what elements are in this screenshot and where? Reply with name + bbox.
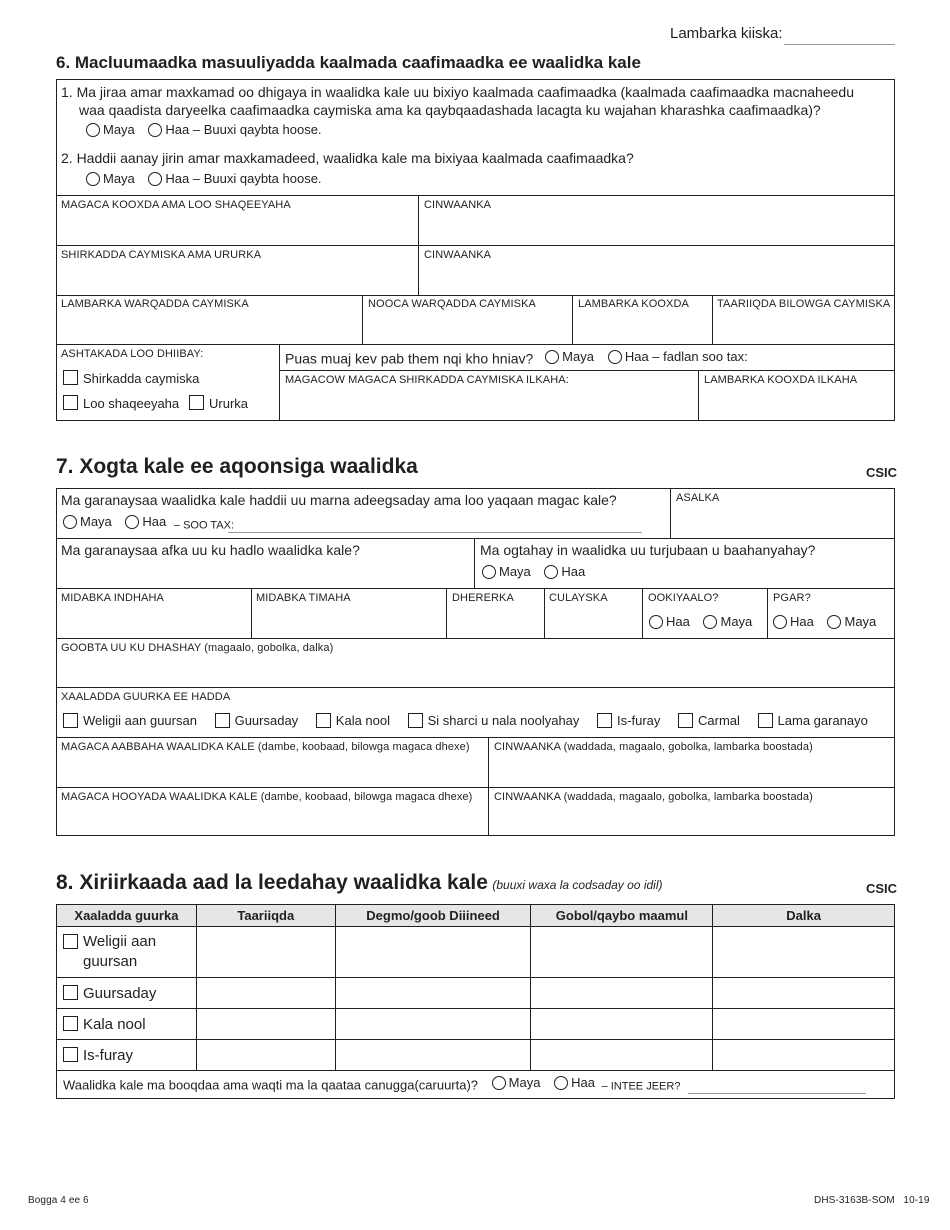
glasses-options [649, 614, 762, 632]
radio-icon [703, 615, 717, 629]
group-address-label: CINWAANKA [424, 199, 492, 211]
checkbox-icon [63, 713, 78, 728]
policy-type-label: NOOCA WARQADDA CAYMISKA [368, 298, 536, 310]
col-header: Dalka [713, 905, 895, 927]
origin-label: ASALKA [676, 492, 720, 504]
state-cell[interactable] [531, 927, 713, 978]
interpreter-options [482, 564, 595, 582]
table-header-row [57, 905, 895, 927]
q2-option-haa[interactable]: Haa – Buuxi qaybta hoose. [148, 171, 321, 186]
language-question: Ma garanaysaa afka uu ku hadlo waalidka kale? [61, 542, 360, 558]
marital-option[interactable]: Guursaday [215, 713, 299, 728]
checkbox-icon [63, 395, 78, 410]
q1-text: 1. Ma jiraa amar maxkamad oo dhigaya in waalidka kale uu bixiyo kaalmada caafimaadka (kaalmada caafimaadka macnaheedu [61, 84, 854, 100]
table-row [57, 1040, 895, 1071]
beard-option-haa[interactable]: Haa [773, 614, 814, 629]
visit-question: Waalidka kale ma booqdaa ama waqti ma la qaataa canugga(caruurta)? [63, 1077, 479, 1093]
alias-option-maya[interactable]: Maya [63, 514, 112, 529]
q1-option-maya[interactable]: Maya [86, 122, 135, 137]
checkbox-icon [316, 713, 331, 728]
checkbox-icon [63, 370, 78, 385]
date-cell[interactable] [196, 1040, 335, 1071]
dental-insurer-label: MAGACOW MAGACA SHIRKADDA CAYMISKA ILKAHA: [285, 374, 569, 386]
checkbox-icon [758, 713, 773, 728]
dental-option-haa[interactable]: Haa – fadlan soo tax: [608, 349, 748, 364]
visit-option-maya[interactable]: Maya [492, 1075, 541, 1090]
alias-options: Maya Haa – SOO TAX: [63, 514, 234, 532]
col-header: Xaaladda guurka [57, 905, 197, 927]
alias-input[interactable] [228, 532, 642, 533]
beard-options [773, 614, 886, 632]
start-date-label: TAARIIQDA BILOWGA CAYMISKA [717, 298, 891, 310]
state-cell[interactable] [531, 1040, 713, 1071]
birthplace-label: GOOBTA UU KU DHASHAY (magaalo, gobolka, dalka) [61, 642, 334, 654]
checkbox-icon [63, 985, 78, 1000]
mother-name-label: MAGACA HOOYADA WAALIDKA KALE (dambe, koobaad, bilowga magaca dhexe) [61, 791, 473, 803]
card-opt-employer[interactable]: Loo shaqeeyaha [63, 395, 179, 411]
radio-icon [482, 565, 496, 579]
group-number-label: LAMBARKA KOOXDA [578, 298, 689, 310]
checkbox-icon [408, 713, 423, 728]
radio-icon [827, 615, 841, 629]
checkbox-icon [189, 395, 204, 410]
country-cell[interactable] [713, 1040, 895, 1071]
form-id: DHS-3163B-SOM 10-19 [814, 1195, 930, 1206]
insurer-label: SHIRKADDA CAYMISKA AMA URURKA [61, 249, 262, 261]
country-cell[interactable] [713, 927, 895, 978]
section8-subtitle: (buuxi waxa la codsaday oo idil) [492, 878, 663, 892]
status-cell[interactable]: Kala nool [57, 1009, 197, 1040]
state-cell[interactable] [531, 978, 713, 1009]
mother-address-label: CINWAANKA (waddada, magaalo, gobolka, lambarka boostada) [494, 791, 813, 803]
case-number-input[interactable] [784, 44, 895, 45]
eye-color-label: MIDABKA INDHAHA [61, 592, 164, 604]
q2-option-maya[interactable]: Maya [86, 171, 135, 186]
card-opt-insurer[interactable]: Shirkadda caymiska [63, 370, 199, 386]
section6-title: 6. Macluumaadka masuuliyadda kaalmada caafimaadka ee waalidka kale [56, 53, 641, 72]
checkbox-icon [63, 934, 78, 949]
col-header: Gobol/qaybo maamul [531, 905, 713, 927]
county-cell[interactable] [335, 927, 531, 978]
checkbox-icon [63, 1016, 78, 1031]
radio-icon [125, 515, 139, 529]
hair-color-label: MIDABKA TIMAHA [256, 592, 351, 604]
visit-frequency-input[interactable] [688, 1093, 866, 1094]
radio-icon [63, 515, 77, 529]
weight-label: CULAYSKA [549, 592, 608, 604]
glasses-option-maya[interactable]: Maya [703, 614, 752, 629]
county-cell[interactable] [335, 1009, 531, 1040]
q1-options [86, 122, 332, 140]
interpreter-option-haa[interactable]: Haa [544, 564, 585, 579]
table-row [57, 978, 895, 1009]
checkbox-icon [678, 713, 693, 728]
section8-csic: CSIC [866, 881, 898, 896]
group-name-label: MAGACA KOOXDA AMA LOO SHAQEEYAHA [61, 199, 291, 211]
visit-question-cell: Waalidka kale ma booqdaa ama waqti ma la qaataa canugga(caruurta)? Maya Haa – INTEE JEER? [57, 1071, 895, 1099]
status-cell[interactable]: Is-furay [57, 1040, 197, 1071]
marital-option[interactable]: Kala nool [316, 713, 390, 728]
dental-option-maya[interactable]: Maya [545, 349, 594, 364]
visit-option-haa[interactable]: Haa [554, 1075, 595, 1090]
date-cell[interactable] [196, 978, 335, 1009]
marital-option[interactable]: Lama garanayo [758, 713, 868, 728]
radio-icon [492, 1076, 506, 1090]
radio-icon [86, 123, 100, 137]
radio-icon [554, 1076, 568, 1090]
section8-heading [56, 871, 662, 895]
radio-icon [544, 565, 558, 579]
height-label: DHERERKA [452, 592, 514, 604]
state-cell[interactable] [531, 1009, 713, 1040]
radio-icon [148, 172, 162, 186]
marital-option[interactable]: Is-furay [597, 713, 660, 728]
visit-row [57, 1071, 895, 1099]
date-cell[interactable] [196, 927, 335, 978]
table-row [57, 1009, 895, 1040]
country-cell[interactable] [713, 978, 895, 1009]
card-opt-union[interactable]: Ururka [189, 395, 248, 411]
checkbox-icon [63, 1047, 78, 1062]
alias-option-haa[interactable]: Haa [125, 514, 166, 529]
q2-options [86, 171, 332, 189]
table-row [57, 927, 895, 978]
beard-option-maya[interactable]: Maya [827, 614, 876, 629]
checkbox-icon [215, 713, 230, 728]
date-cell[interactable] [196, 1009, 335, 1040]
alias-question: Ma garanaysaa waalidka kale haddii uu marna adeegsaday ama loo yaqaan magac kale? [61, 492, 617, 508]
interpreter-question: Ma ogtahay in waalidka uu turjubaan u baahanyahay? [480, 542, 816, 558]
page-number: Bogga 4 ee 6 [28, 1195, 89, 1206]
country-cell[interactable] [713, 1009, 895, 1040]
marital-option[interactable]: Weligii aan guursan [63, 713, 197, 728]
father-address-label: CINWAANKA (waddada, magaalo, gobolka, lambarka boostada) [494, 741, 813, 753]
interpreter-option-maya[interactable]: Maya [482, 564, 531, 579]
radio-icon [545, 350, 559, 364]
glasses-label: OOKIYAALO? [648, 592, 719, 604]
checkbox-icon [597, 713, 612, 728]
section8-title: 8. Xiriirkaada aad la leedahay waalidka kale [56, 871, 488, 894]
radio-icon [773, 615, 787, 629]
marital-options [63, 713, 878, 731]
case-number-label: Lambarka kiiska: [670, 25, 783, 42]
section7-title: 7. Xogta kale ee aqoonsiga waalidka [56, 455, 418, 478]
q1-option-haa[interactable]: Haa – Buuxi qaybta hoose. [148, 122, 321, 137]
card-holder-label: ASHTAKADA LOO DHIIBAY: [61, 348, 204, 360]
radio-icon [649, 615, 663, 629]
q1-text-cont: waa qaadista daryeelka caafimaadka caymiska ama ka qaybqaadashada lacagta ku wajahan kharashka caafimaadka)? [79, 102, 821, 118]
radio-icon [148, 123, 162, 137]
q2-text: 2. Haddii aanay jirin amar maxkamadeed, waalidka kale ma bixiyaa kaalmada caafimaadka? [61, 150, 634, 166]
father-name-label: MAGACA AABBAHA WAALIDKA KALE (dambe, koobaad, bilowga magaca dhexe) [61, 741, 470, 753]
marital-option[interactable]: Si sharci u nala noolyahay [408, 713, 580, 728]
glasses-option-haa[interactable]: Haa [649, 614, 690, 629]
marriage-table [56, 904, 895, 1099]
section7-box [56, 488, 895, 836]
col-header: Degmo/goob Diiineed [335, 905, 531, 927]
status-cell[interactable]: Weligii aan guursan [57, 927, 197, 978]
marital-label: XAALADDA GUURKA EE HADDA [61, 691, 231, 703]
radio-icon [86, 172, 100, 186]
county-cell[interactable] [335, 978, 531, 1009]
insurer-address-label: CINWAANKA [424, 249, 492, 261]
status-cell[interactable]: Guursaday [57, 978, 197, 1009]
beard-label: PGAR? [773, 592, 811, 604]
dental-group-label: LAMBARKA KOOXDA ILKAHA [704, 374, 858, 386]
dental-question: Puas muaj kev pab them nqi kho hniav? Maya Haa – fadlan soo tax: [285, 349, 748, 367]
county-cell[interactable] [335, 1040, 531, 1071]
section7-csic: CSIC [866, 465, 898, 480]
col-header: Taariiqda [196, 905, 335, 927]
radio-icon [608, 350, 622, 364]
policy-number-label: LAMBARKA WARQADDA CAYMISKA [61, 298, 249, 310]
marital-option[interactable]: Carmal [678, 713, 740, 728]
